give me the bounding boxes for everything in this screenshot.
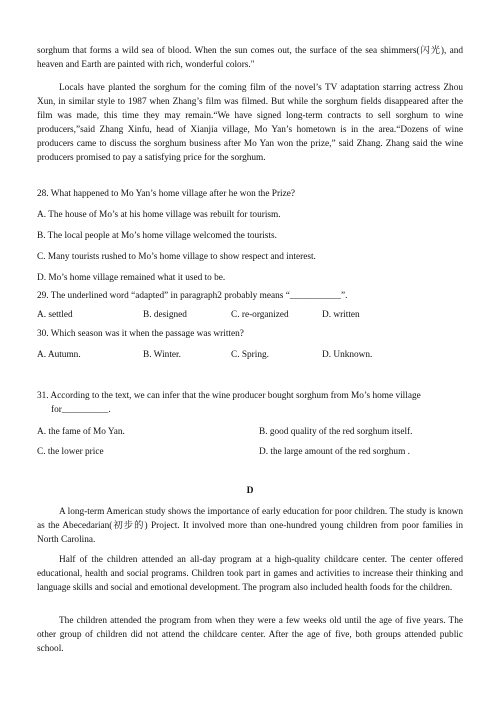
question-31-option-c[interactable]: C. the lower price [37,447,104,457]
passage-d-paragraph-1: A long-term American study shows the importance of early education for poor children. The study is known as the Abecedarian(初步的) Project. It involved more than one-hundred young children from poor families in North Carolina. [37,507,463,545]
question-28-option-d[interactable]: D. Mo’s home village remained what it used to be. [37,273,226,283]
question-29-option-a[interactable]: A. settled [37,310,73,320]
passage-d-paragraph-2: Half of the children attended an all-day program at a high-quality childcare center. The center offered educational, health and social programs. Children took part in games and activities to increase their thinking and language skills and social and emotional development. The program also included health foods for the children. [37,555,463,593]
question-31-option-a[interactable]: A. the fame of Mo Yan. [37,427,125,437]
passage-d-header: D [246,486,254,496]
question-29-option-c[interactable]: C. re-organized [231,310,289,320]
question-31-stem-line1: 31. According to the text, we can infer that the wine producer bought sorghum from Mo’s home village [37,391,421,401]
passage-d-paragraph-3: The children attended the program from when they were a few weeks old until the age of five years. The other group of children did not attend the childcare center. After the age of five, both groups attended public school. [37,616,463,654]
question-31-option-d[interactable]: D. the large amount of the red sorghum . [259,447,410,457]
question-28-option-c[interactable]: C. Many tourists rushed to Mo’s home village to show respect and interest. [37,252,316,262]
question-29-stem: 29. The underlined word “adapted” in paragraph2 probably means “___________”. [37,291,348,301]
question-31-stem-line2: for__________. [51,405,111,415]
question-30-option-d[interactable]: D. Unknown. [322,350,373,360]
passage-c-paragraph-continued: sorghum that forms a wild sea of blood. When the sun comes out, the surface of the sea shimmers(闪光), and heaven and Earth are painted with rich, wonderful colors." [37,46,463,70]
question-30-option-c[interactable]: C. Spring. [231,350,269,360]
question-28-option-b[interactable]: B. The local people at Mo’s home village welcomed the tourists. [37,231,277,241]
question-30-option-a[interactable]: A. Autumn. [37,350,81,360]
question-29-option-b[interactable]: B. designed [143,310,187,320]
question-30-option-b[interactable]: B. Winter. [143,350,181,360]
question-31-option-b[interactable]: B. good quality of the red sorghum itself. [259,427,413,437]
question-29-option-d[interactable]: D. written [322,310,360,320]
question-28-option-a[interactable]: A. The house of Mo’s at his home village was rebuilt for tourism. [37,210,281,220]
question-30-stem: 30. Which season was it when the passage was written? [37,329,244,339]
passage-c-paragraph-locals: Locals have planted the sorghum for the coming film of the novel’s TV adaptation starring actress Zhou Xun, in similar style to 1987 when Zhang’s film was filmed. But while the sorghum fields disappeared after the film was made, this time they may remain.“We have signed long-term contracts to sell sorghum to wine producers,”said Zhang Xinfu, head of Xianjia village, Mo Yan’s hometown is in the area.“Dozens of wine producers came to discuss the sorghum business after Mo Yan won the prize,” said Zhang. Zhang said the wine producers promised to pay a satisfying price for the sorghum. [37,83,463,163]
question-31-stem [37,389,463,417]
question-28-stem: 28. What happened to Mo Yan’s home village after he won the Prize? [37,189,296,199]
